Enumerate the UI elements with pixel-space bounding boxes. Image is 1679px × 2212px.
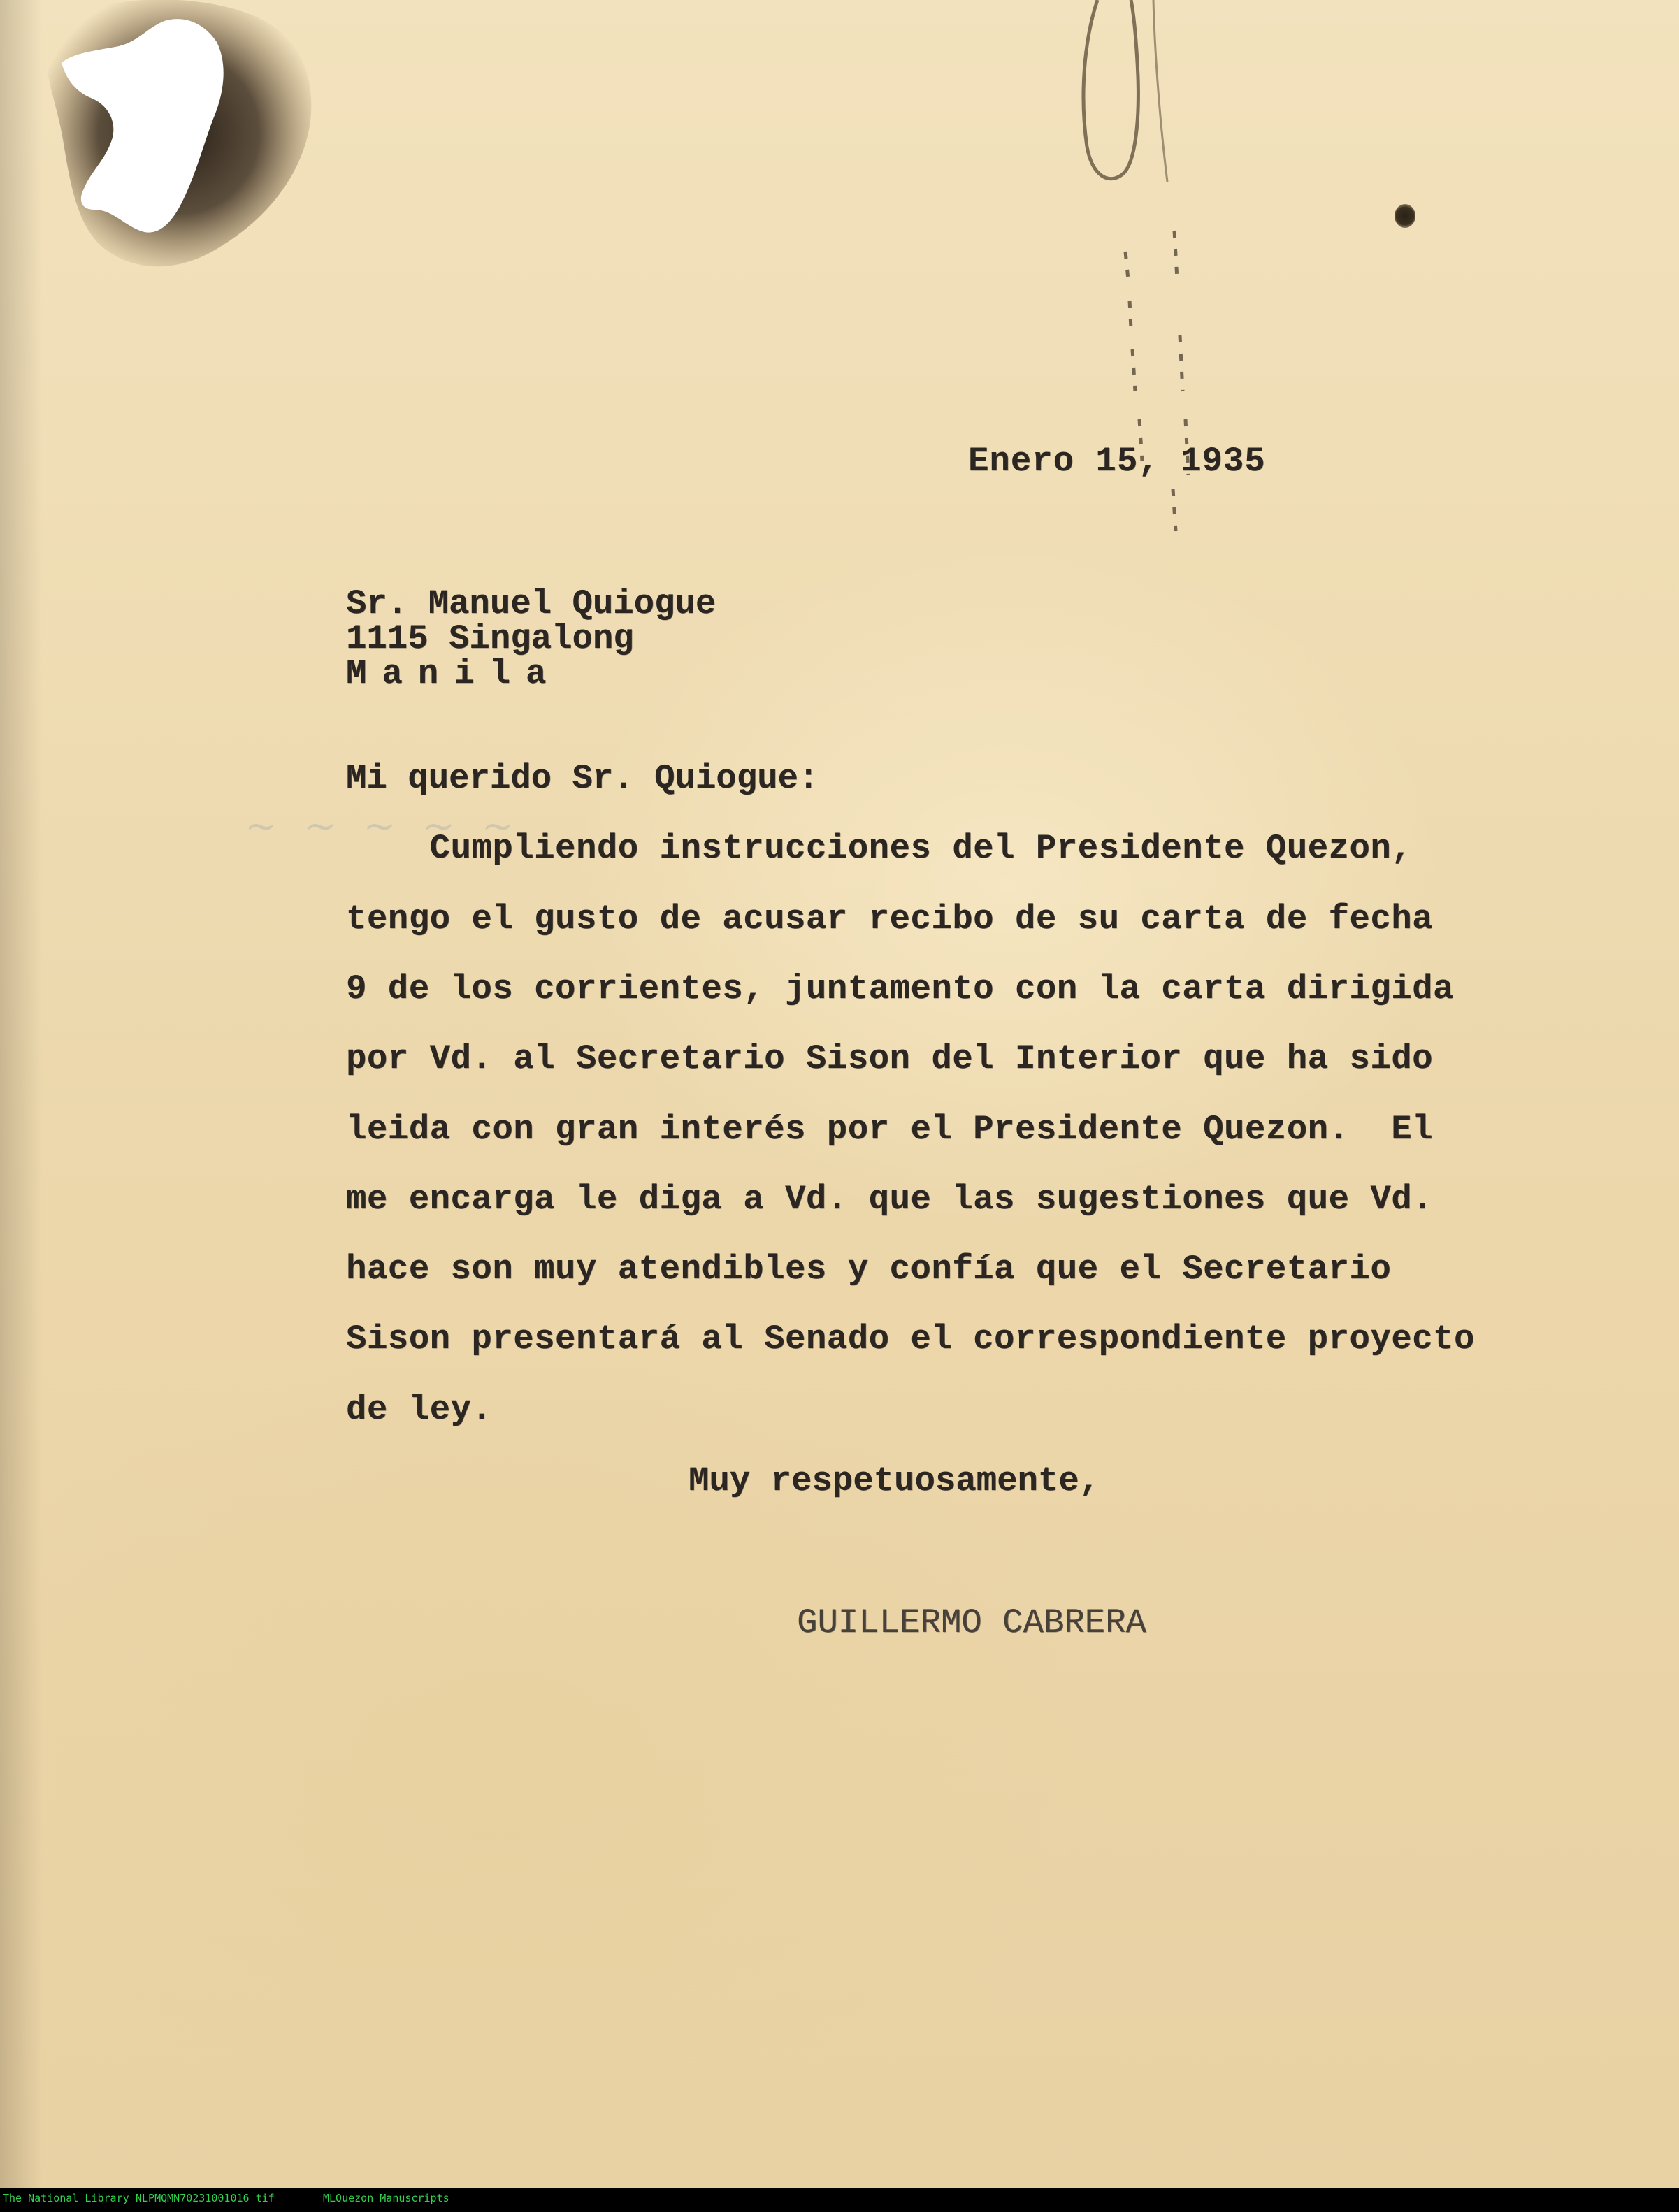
salutation: Mi querido Sr. Quiogue: (346, 759, 819, 798)
body-line: por Vd. al Secretario Sison del Interior que ha sido (346, 1039, 1434, 1078)
faded-stamp-mark: ~ ~ ~ ~ ~ (245, 804, 521, 849)
recipient-name: Sr. Manuel Quiogue (346, 584, 716, 623)
page-edge-shadow (0, 0, 42, 2188)
letter-date: Enero 15, 1935 (968, 442, 1266, 481)
body-line: de ley. (346, 1390, 493, 1429)
body-line: me encarga le diga a Vd. que las sugestiones que Vd. (346, 1180, 1434, 1219)
body-line: tengo el gusto de acusar recibo de su carta de fecha (346, 899, 1434, 939)
ink-spot (1395, 204, 1415, 228)
body-line: Sison presentará al Senado el correspondiente proyecto (346, 1320, 1475, 1359)
body-line: 9 de los corrientes, juntamento con la carta dirigida (346, 969, 1454, 1009)
recipient-city: Manila (346, 654, 562, 693)
footer-library: The National Library (3, 2192, 129, 2204)
signature-name: GUILLERMO CABRERA (797, 1603, 1146, 1642)
burn-hole-damage (42, 0, 336, 294)
closing-phrase: Muy respetuosamente, (689, 1461, 1100, 1501)
body-line: hace son muy atendibles y confía que el Secretario (346, 1250, 1392, 1289)
footer-file-id: NLPMQMN70231001016 tif (136, 2192, 275, 2204)
recipient-street: 1115 Singalong (346, 619, 634, 658)
footer-collection: MLQuezon Manuscripts (323, 2192, 449, 2204)
body-line: Cumpliendo instrucciones del Presidente Quezon, (346, 829, 1413, 868)
body-line: leida con gran interés por el Presidente Quezon. El (346, 1110, 1434, 1149)
